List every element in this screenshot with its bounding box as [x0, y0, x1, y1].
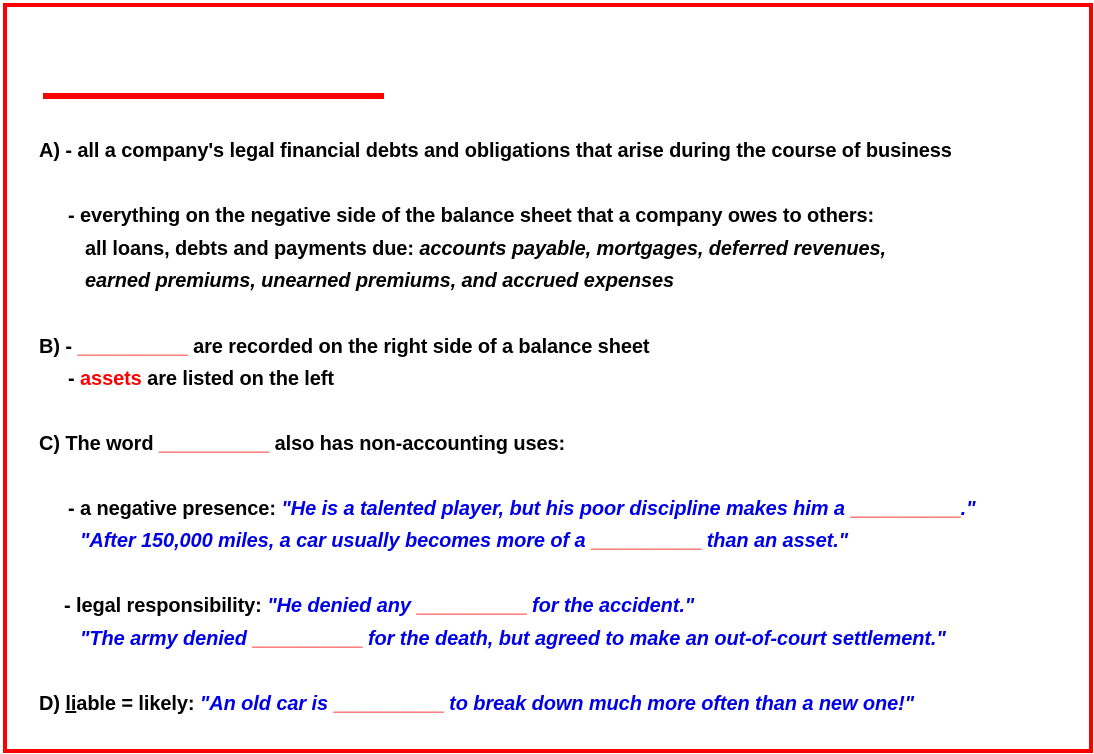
- section-c-legal-example2-pre: "The army denied: [80, 628, 253, 650]
- section-b-assets: assets: [80, 368, 142, 390]
- section-a-def2: - everything on the negative side of the balance sheet that a company owes to others:: [68, 205, 875, 227]
- section-c-legal-example1-pre: "He denied any: [267, 595, 417, 617]
- section-a-def1: all a company's legal financial debts and obligations that arise during the course of business: [77, 140, 952, 162]
- section-c-legal-line2: [80, 627, 946, 651]
- section-c-legal-example1-blank: __________: [416, 595, 527, 617]
- section-c-legal-label: - legal responsibility:: [64, 595, 268, 617]
- section-d-label-pre: D): [39, 693, 66, 715]
- section-c-line1: [39, 432, 565, 456]
- section-a-line2: [68, 204, 874, 228]
- section-c-negative-example2-pre: "After 150,000 miles, a car usually becomes more of a: [80, 530, 591, 552]
- section-c-negative-line2: [80, 529, 848, 553]
- section-a-line3: [85, 237, 886, 261]
- section-c-negative-example1-post: .": [960, 498, 976, 520]
- section-d-label-post: able = likely:: [76, 693, 200, 715]
- section-b-label: B) -: [39, 336, 78, 358]
- section-c-legal-example2-post: for the death, but agreed to make an out-of-court settlement.": [362, 628, 946, 650]
- section-c-negative-label: - a negative presence:: [68, 498, 282, 520]
- section-c-legal-example2-blank: __________: [252, 628, 363, 650]
- section-a-def3-italic: accounts payable, mortgages, deferred revenues,: [419, 238, 886, 260]
- section-a-def4-italic: earned premiums, unearned premiums, and accrued expenses: [85, 270, 675, 292]
- section-c-negative-line1: [68, 497, 975, 521]
- section-c-rest: also has non-accounting uses:: [269, 433, 566, 455]
- section-b-blank: __________: [77, 336, 188, 358]
- section-d-label-underlined: li: [65, 693, 77, 715]
- section-c-negative-example2-post: than an asset.": [701, 530, 849, 552]
- section-c-negative-example2-blank: __________: [591, 530, 702, 552]
- section-a-def3-plain: all loans, debts and payments due:: [85, 238, 420, 260]
- section-d-example-post: to break down much more often than a new one!": [443, 693, 915, 715]
- section-c-negative-example1-pre: "He is a talented player, but his poor discipline makes him a: [281, 498, 851, 520]
- section-c-label: C) The word: [39, 433, 159, 455]
- section-a-definition: [39, 139, 952, 163]
- section-b-line1: [39, 335, 649, 359]
- title-blank-bar: [43, 93, 384, 99]
- section-b-rest2: are listed on the left: [141, 368, 334, 390]
- section-b-line2: [68, 367, 334, 391]
- section-b-dash: -: [68, 368, 81, 390]
- section-d-line: [39, 692, 914, 716]
- section-a-label: A) -: [39, 140, 78, 162]
- section-c-negative-example1-blank: __________: [850, 498, 961, 520]
- section-c-blank: __________: [158, 433, 270, 455]
- section-a-line4: [85, 269, 674, 293]
- section-b-rest1: are recorded on the right side of a balance sheet: [187, 336, 650, 358]
- section-c-legal-example1-post: for the accident.": [526, 595, 695, 617]
- section-d-example-blank: __________: [333, 693, 444, 715]
- section-d-example-pre: "An old car is: [199, 693, 334, 715]
- section-c-legal-line1: [64, 594, 694, 618]
